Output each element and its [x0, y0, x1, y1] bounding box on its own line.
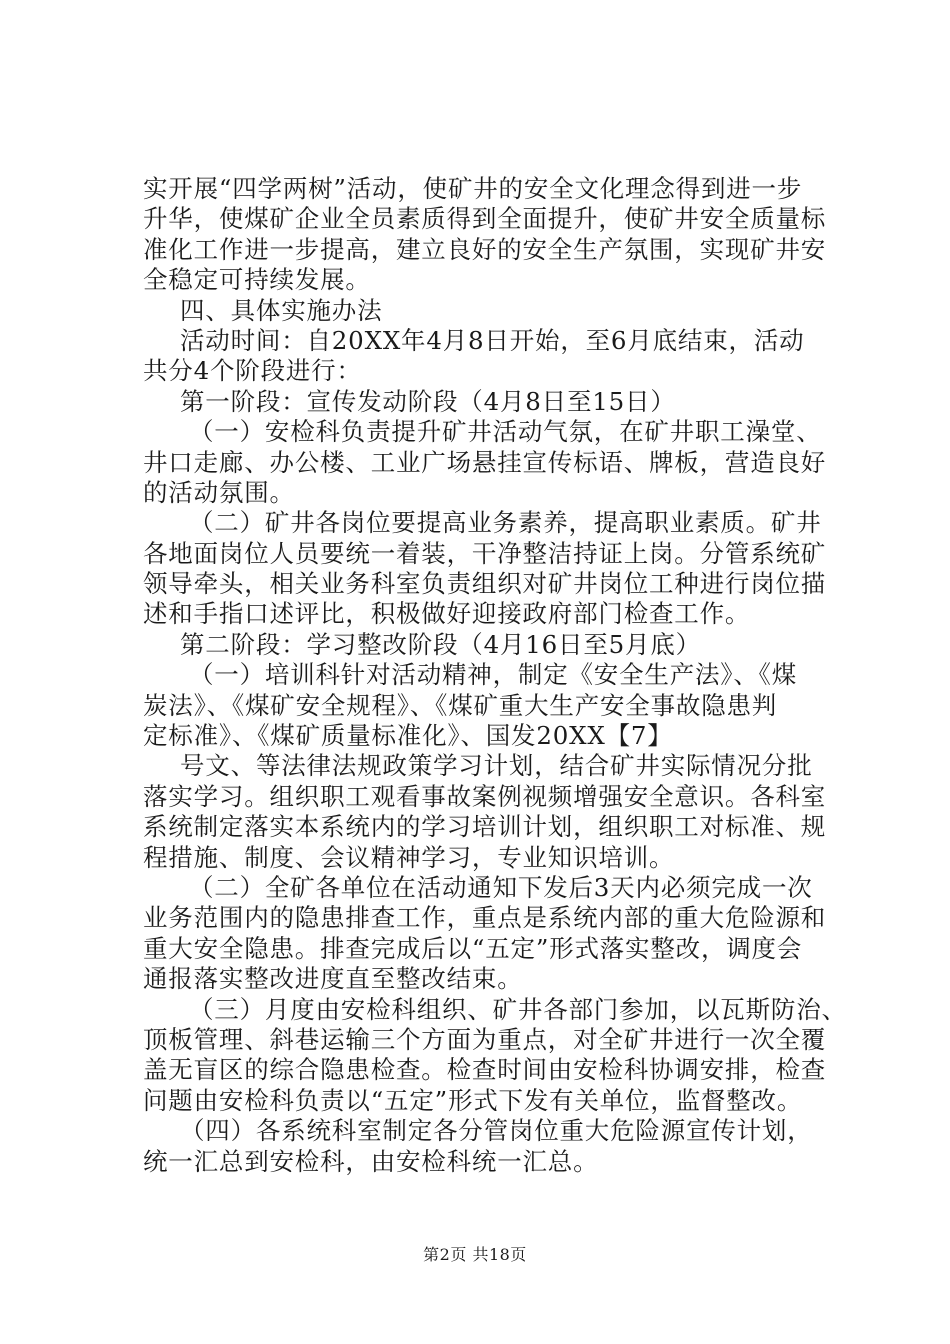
text-line: 号文、等法律法规政策学习计划，结合矿井实际情况分批 [180, 751, 813, 781]
text-line: 重大安全隐患。排查完成后以“五定”形式落实整改，调度会 [143, 933, 803, 963]
text-line: 井口走廊、办公楼、工业广场悬挂宣传标语、牌板，营造良好 [143, 447, 827, 477]
text-line: 业务范围内的隐患排查工作，重点是系统内部的重大危险源和 [143, 903, 827, 933]
text-line: （二）全矿各单位在活动通知下发后3天内必须完成一次 [189, 872, 813, 902]
text-line: 落实学习。组织职工观看事故案例视频增强安全意识。各科室 [143, 781, 827, 811]
text-line: 全稳定可持续发展。 [143, 265, 371, 295]
text-line: 领导牵头，相关业务科室负责组织对矿井岗位工种进行岗位描 [143, 569, 827, 599]
text-line: 盖无盲区的综合隐患检查。检查时间由安检科协调安排，检查 [143, 1055, 827, 1085]
text-line: 通报落实整改进度直至整改结束。 [143, 964, 523, 994]
text-line: 第二阶段：学习整改阶段（4月16日至5月底） [180, 629, 701, 659]
text-line: 问题由安检科负责以“五定”形式下发有关单位，监督整改。 [143, 1085, 803, 1115]
text-line: 实开展“四学两树”活动，使矿井的安全文化理念得到进一步 [143, 174, 803, 203]
text-line: 升华，使煤矿企业全员素质得到全面提升，使矿井安全质量标 [143, 204, 827, 234]
text-line: 准化工作进一步提高，建立良好的安全生产氛围，实现矿井安 [143, 234, 827, 264]
text-line: 系统制定落实本系统内的学习培训计划，组织职工对标准、规 [143, 812, 827, 842]
document-body [143, 174, 847, 1177]
text-line: 述和手指口述评比，积极做好迎接政府部门检查工作。 [143, 599, 751, 629]
text-line: 定标准》、《煤矿质量标准化》、国发20XX【7】 [143, 721, 673, 751]
text-line: 活动时间：自20XX年4月8日开始，至6月底结束，活动 [180, 325, 805, 355]
text-line: 第一阶段：宣传发动阶段（4月8日至15日） [180, 386, 676, 416]
text-line: （四）各系统科室制定各分管岗位重大危险源宣传计划， [180, 1116, 813, 1146]
text-line: （二）矿井各岗位要提高业务素养，提高职业素质。矿井 [189, 508, 822, 538]
text-line: 顶板管理、斜巷运输三个方面为重点，对全矿井进行一次全覆 [143, 1024, 827, 1054]
text-line: 的活动氛围。 [143, 477, 295, 507]
text-line: 统一汇总到安检科，由安检科统一汇总。 [143, 1146, 599, 1176]
text-line: 程措施、制度、会议精神学习，专业知识培训。 [143, 842, 675, 872]
text-line: （三）月度由安检科组织、矿井各部门参加，以瓦斯防治、 [189, 994, 847, 1024]
text-line: 四、具体实施办法 [180, 295, 383, 325]
text-line: 各地面岗位人员要统一着装，干净整洁持证上岗。分管系统矿 [143, 538, 827, 568]
text-line: （一）安检科负责提升矿井活动气氛，在矿井职工澡堂、 [189, 417, 822, 447]
text-line: 共分4个阶段进行： [143, 356, 362, 386]
page-number-footer: 第2页 共18页 [423, 1245, 527, 1264]
text-line: （一）培训科针对活动精神，制定《安全生产法》、《煤 [189, 660, 797, 690]
text-line: 炭法》、《煤矿安全规程》、《煤矿重大生产安全事故隐患判 [143, 690, 778, 720]
